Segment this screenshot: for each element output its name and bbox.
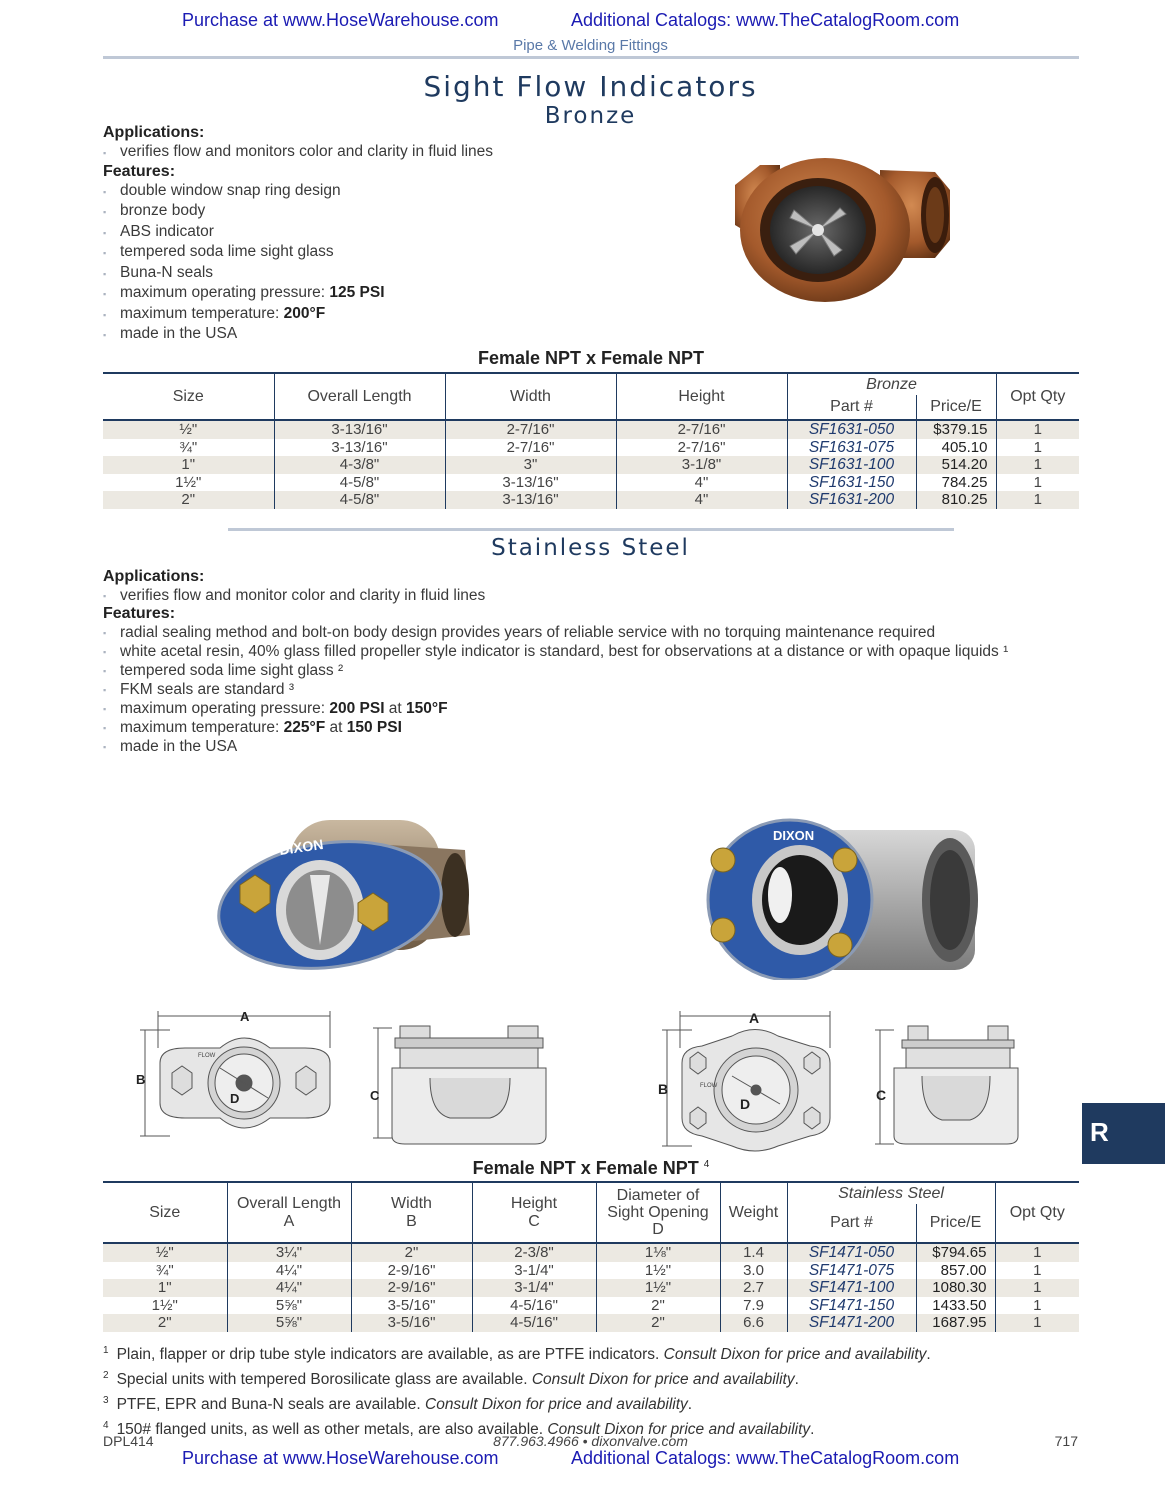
- page-title: Sight Flow Indicators: [423, 70, 758, 103]
- page-number: 717: [1054, 1433, 1078, 1449]
- table-cell: 4¼": [227, 1262, 351, 1280]
- table-row: [103, 1244, 1079, 1262]
- feature-item: ▪ tempered soda lime sight glass: [103, 242, 703, 263]
- stainless-applications-label: Applications:: [103, 568, 205, 585]
- table-cell: 1: [995, 1314, 1079, 1332]
- table-cell: 1⅛": [596, 1244, 720, 1262]
- table-cell: 2": [596, 1297, 720, 1315]
- table-cell: 2.7: [720, 1279, 787, 1297]
- footnote: $^3$ PTFE, EPR and Buna-N seals are available. Consult Dixon for price and availability.: [103, 1395, 693, 1414]
- table-cell: 3-1/8": [616, 456, 787, 474]
- dim-label-b: B: [136, 1072, 146, 1087]
- table-cell: 1½": [103, 474, 274, 492]
- price: 784.25: [916, 474, 996, 492]
- dim-label-a: A: [749, 1010, 760, 1026]
- table-row: [103, 439, 1079, 457]
- feature-item: ▪ white acetal resin, 40% glass filled propeller style indicator is standard, best for observations at a distance or with opaque liquids ¹: [103, 642, 1063, 661]
- table-cell: 2-9/16": [351, 1262, 472, 1280]
- flow-label: FLOW: [700, 1083, 718, 1089]
- table-cell: 1: [996, 421, 1079, 439]
- price: 1080.30: [916, 1279, 995, 1297]
- table-cell: 2-7/16": [445, 421, 616, 439]
- table-cell: 3": [445, 456, 616, 474]
- table-cell: 1: [995, 1244, 1079, 1262]
- bronze-applications-label: Applications:: [103, 124, 205, 141]
- col-size: Size: [103, 1183, 227, 1242]
- bronze-features-label: Features:: [103, 162, 176, 180]
- feature-origin: ▪ made in the USA: [103, 324, 703, 345]
- col-diameter: Diameter of Sight Opening D: [596, 1183, 720, 1242]
- table-cell: 3.0: [720, 1262, 787, 1280]
- feature-origin: ▪ made in the USA: [103, 737, 1063, 756]
- price: $794.65: [916, 1244, 995, 1262]
- footnotes: [103, 1340, 1083, 1441]
- part-number[interactable]: SF1471-075: [787, 1262, 916, 1280]
- table-cell: 7.9: [720, 1297, 787, 1315]
- col-price: Price/E: [916, 1204, 995, 1242]
- table-cell: 2-9/16": [351, 1279, 472, 1297]
- table-row: [103, 456, 1079, 474]
- table-row: [103, 1279, 1079, 1297]
- table-cell: 1: [1033, 473, 1042, 491]
- price: 857.00: [916, 1262, 995, 1280]
- part-number[interactable]: SF1471-150: [787, 1297, 916, 1315]
- table-cell: ½": [103, 421, 274, 439]
- table-cell: 2-7/16": [616, 421, 787, 439]
- part-number[interactable]: SF1471-050: [787, 1244, 916, 1262]
- table-cell: 1½": [596, 1262, 720, 1280]
- bronze-indicator-image: [730, 150, 955, 305]
- table-cell: 1½": [596, 1279, 720, 1297]
- brand-label: DIXON: [773, 828, 815, 843]
- footnote: $^2$ Special units with tempered Borosilicate glass are available. Consult Dixon for price and availability.: [103, 1370, 799, 1389]
- part-number[interactable]: SF1631-150: [787, 474, 916, 492]
- part-number[interactable]: SF1631-075: [787, 439, 916, 457]
- col-part: Part #: [787, 1204, 916, 1242]
- bronze-subtitle: Bronze: [544, 103, 637, 129]
- table-cell: 2-7/16": [616, 439, 787, 457]
- feature-pressure: ▪ maximum operating pressure: 200 PSI at 150°F: [103, 699, 1063, 718]
- table-cell: ¾": [103, 1262, 227, 1280]
- col-weight: Weight: [720, 1183, 787, 1242]
- dim-label-d: D: [230, 1091, 240, 1106]
- col-part: Part #: [787, 395, 916, 419]
- col-width: Width: [445, 374, 616, 419]
- price: 1687.95: [916, 1314, 995, 1332]
- table-row: [103, 1262, 1079, 1280]
- bronze-spec-table: [103, 374, 1079, 509]
- feature-temperature: ▪ maximum temperature: 225°F at 150 PSI: [103, 718, 1063, 737]
- table-cell: 4-5/8": [274, 474, 445, 492]
- table-cell: ½": [103, 1244, 227, 1262]
- bronze-table-body: [103, 421, 1079, 509]
- stainless-table-title: Female NPT x Female NPT $^4$: [472, 1158, 710, 1178]
- table-cell: 3-13/16": [274, 421, 445, 439]
- section-label: Pipe & Welding Fittings: [513, 37, 668, 54]
- table-cell: 1½": [103, 1297, 227, 1315]
- catalog-link[interactable]: Additional Catalogs: www.TheCatalogRoom.com: [571, 10, 960, 30]
- col-height: Height: [616, 374, 787, 419]
- table-cell: 1: [996, 456, 1079, 474]
- table-cell: 5⅝": [227, 1314, 351, 1332]
- table-cell: 2": [596, 1314, 720, 1332]
- table-cell: 1.4: [720, 1244, 787, 1262]
- feature-item: ▪ tempered soda lime sight glass ²: [103, 661, 1063, 680]
- table-cell: 1: [1033, 438, 1042, 456]
- stainless-table-body: [103, 1244, 1079, 1332]
- table-row: [103, 1297, 1079, 1315]
- table-cell: 3-5/16": [351, 1297, 472, 1315]
- section-tab[interactable]: R: [1082, 1103, 1165, 1164]
- col-height: Height C: [472, 1183, 596, 1242]
- table-row: [103, 421, 1079, 439]
- table-cell: 4": [616, 474, 787, 492]
- stainless-subtitle: Stainless Steel: [491, 535, 690, 561]
- table-cell: 2": [351, 1244, 472, 1262]
- table-cell: 4¼": [227, 1279, 351, 1297]
- table-cell: 1: [995, 1279, 1079, 1297]
- flow-label: FLOW: [198, 1053, 216, 1059]
- col-group-stainless: Stainless Steel: [787, 1183, 995, 1204]
- table-cell: 4": [616, 491, 787, 509]
- table-cell: 5⅝": [227, 1297, 351, 1315]
- price: 810.25: [916, 491, 996, 509]
- catalog-code: DPL414: [103, 1433, 154, 1449]
- feature-temperature: ▪ maximum temperature: 200°F: [103, 304, 703, 325]
- table-cell: 3-13/16": [445, 474, 616, 492]
- stainless-description: [103, 568, 1063, 756]
- table-cell: ¾": [103, 439, 274, 457]
- table-cell: 3-1/4": [472, 1262, 596, 1280]
- purchase-link[interactable]: Purchase at www.HoseWarehouse.com: [182, 10, 499, 30]
- col-qty: Opt Qty: [1010, 387, 1066, 405]
- part-number[interactable]: SF1631-100: [787, 456, 916, 474]
- part-number[interactable]: SF1471-200: [787, 1314, 916, 1332]
- dim-label-c: C: [370, 1088, 380, 1103]
- section-divider: [228, 528, 954, 531]
- table-row: [103, 1314, 1079, 1332]
- table-cell: 2-3/8": [472, 1244, 596, 1262]
- col-size: Size: [103, 374, 274, 419]
- table-cell: 1": [103, 1279, 227, 1297]
- brand-label: DIXON: [278, 835, 325, 858]
- feature-item: ▪ ABS indicator: [103, 222, 703, 243]
- col-group-bronze: Bronze: [787, 374, 996, 395]
- table-cell: 4-3/8": [274, 456, 445, 474]
- table-cell: 3-13/16": [445, 491, 616, 509]
- header-divider: [103, 56, 1079, 59]
- price: $379.15: [916, 421, 996, 439]
- table-row: [103, 491, 1079, 509]
- table-cell: 3-1/4": [472, 1279, 596, 1297]
- col-qty: Opt Qty: [1009, 1203, 1065, 1221]
- table-cell: 3-13/16": [274, 439, 445, 457]
- stainless-spec-table: [103, 1183, 1079, 1332]
- table-cell: 1: [1033, 1296, 1042, 1314]
- feature-pressure: ▪ maximum operating pressure: 125 PSI: [103, 283, 703, 304]
- col-width: Width B: [351, 1183, 472, 1242]
- table-cell: 4-5/16": [472, 1314, 596, 1332]
- part-number[interactable]: SF1631-050: [787, 421, 916, 439]
- dimension-drawing-large: [652, 1008, 1032, 1158]
- table-cell: 2": [103, 491, 274, 509]
- table-cell: 4-5/16": [472, 1297, 596, 1315]
- col-length: Overall Length: [274, 374, 445, 419]
- table-cell: 3-5/16": [351, 1314, 472, 1332]
- feature-item: ▪ double window snap ring design: [103, 181, 703, 202]
- contact-info: 877.963.4966 • dixonvalve.com: [493, 1433, 688, 1449]
- table-cell: 3¼": [227, 1244, 351, 1262]
- table-cell: 2-7/16": [445, 439, 616, 457]
- table-cell: 6.6: [720, 1314, 787, 1332]
- price: 405.10: [916, 439, 996, 457]
- footnote: $^4$ 150# flanged units, as well as other metals, are also available. Consult Dixon for price and availability.: [103, 1420, 815, 1439]
- stainless-features-label: Features:: [103, 605, 176, 622]
- bronze-application-item: ▪ verifies flow and monitors color and clarity in fluid lines: [103, 142, 703, 163]
- table-cell: 1": [103, 456, 274, 474]
- table-cell: 2": [103, 1314, 227, 1332]
- purchase-link[interactable]: Purchase at www.HoseWarehouse.com: [182, 1448, 499, 1468]
- dim-label-c: C: [876, 1087, 887, 1103]
- part-number[interactable]: SF1471-100: [787, 1279, 916, 1297]
- dim-label-a: A: [240, 1009, 250, 1024]
- feature-item: ▪ Buna-N seals: [103, 263, 703, 284]
- footnote: $^1$ Plain, flapper or drip tube style indicators are available, as are PTFE indicators. Consult Dixon for price and availability.: [103, 1345, 931, 1364]
- feature-item: ▪ FKM seals are standard ³: [103, 680, 1063, 699]
- col-price: Price/E: [916, 395, 996, 419]
- feature-item: ▪ radial sealing method and bolt-on body design provides years of reliable service with no torquing maintenance required: [103, 623, 1063, 642]
- stainless-indicator-image-large: [705, 815, 980, 980]
- table-row: [103, 474, 1079, 492]
- stainless-application-item: ▪ verifies flow and monitor color and clarity in fluid lines: [103, 586, 1063, 605]
- dimension-drawing-small: [130, 1008, 550, 1158]
- feature-item: ▪ bronze body: [103, 201, 703, 222]
- bronze-table-title: Female NPT x Female NPT: [477, 348, 705, 368]
- table-cell: 4-5/8": [274, 491, 445, 509]
- col-length: Overall Length A: [227, 1183, 351, 1242]
- price: 1433.50: [916, 1297, 995, 1315]
- bronze-description: [103, 124, 703, 345]
- table-cell: 1: [996, 491, 1079, 509]
- table-cell: 1: [1033, 1261, 1042, 1279]
- dim-label-b: B: [658, 1081, 669, 1097]
- stainless-indicator-image-small: [210, 815, 480, 975]
- catalog-link[interactable]: Additional Catalogs: www.TheCatalogRoom.com: [571, 1448, 960, 1468]
- price: 514.20: [916, 456, 996, 474]
- dim-label-d: D: [740, 1096, 751, 1112]
- part-number[interactable]: SF1631-200: [787, 491, 916, 509]
